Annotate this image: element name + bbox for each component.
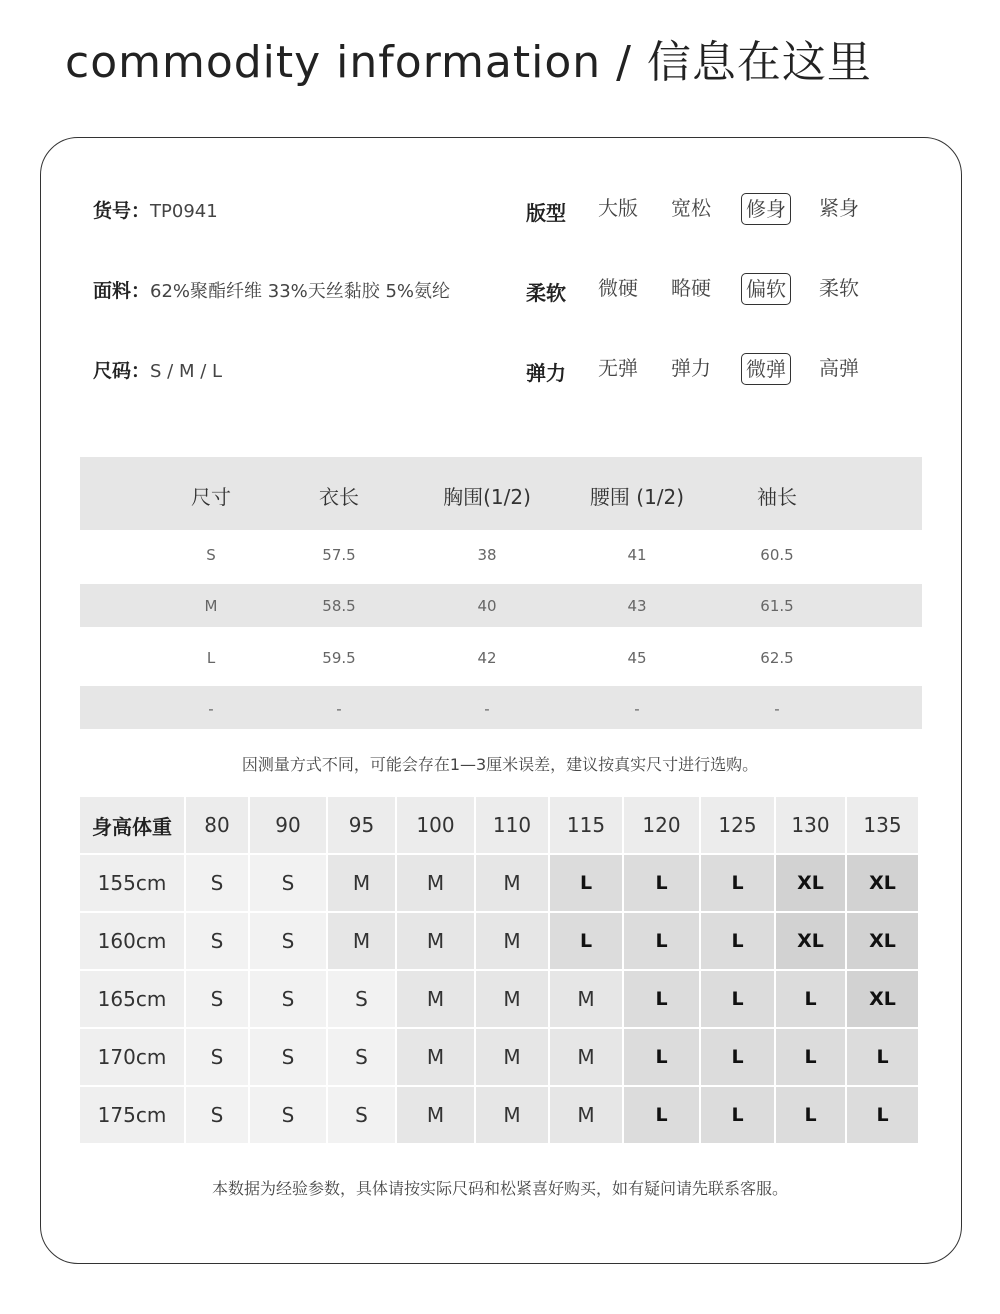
size-cell: 61.5 (760, 597, 794, 615)
recommended-size-cell: L (847, 1029, 918, 1085)
size-cell: 60.5 (760, 546, 794, 564)
fit-table-header (80, 797, 918, 853)
recommended-size-cell: S (186, 1087, 248, 1143)
weight-cell: 90 (250, 797, 326, 853)
attr-option: 柔软 (819, 276, 859, 300)
recommended-size-cell: S (328, 971, 395, 1027)
size-cell: 41 (627, 546, 647, 564)
height-cell: 175cm (80, 1087, 184, 1143)
attr-option: 高弹 (819, 356, 859, 380)
attr-option-selected: 微弹 (741, 353, 791, 385)
recommended-size-cell: S (328, 1087, 395, 1143)
recommended-size-cell: S (186, 971, 248, 1027)
size-cell: - (208, 700, 214, 718)
height-cell: 170cm (80, 1029, 184, 1085)
weight-cell: 110 (476, 797, 548, 853)
recommended-size-cell: L (550, 913, 622, 969)
recommended-size-cell: XL (847, 971, 918, 1027)
attr-option-selected: 偏软 (741, 273, 791, 305)
size-cell: S (206, 546, 216, 564)
recommended-size-cell: S (250, 971, 326, 1027)
size-header-cell: 尺寸 (191, 485, 231, 509)
recommended-size-cell: S (328, 1029, 395, 1085)
size-cell: 45 (627, 649, 647, 667)
recommended-size-cell: XL (847, 913, 918, 969)
fabric-row (93, 276, 450, 303)
fit-table-row (80, 1029, 918, 1085)
recommended-size-cell: S (186, 1029, 248, 1085)
size-cell: - (336, 700, 342, 718)
recommended-size-cell: S (250, 1087, 326, 1143)
weight-cell: 115 (550, 797, 622, 853)
recommended-size-cell: M (328, 855, 395, 911)
attr-option: 大版 (598, 196, 638, 220)
recommended-size-cell: L (550, 855, 622, 911)
weight-cell: 95 (328, 797, 395, 853)
recommended-size-cell: L (701, 913, 774, 969)
size-header-cell: 袖长 (757, 485, 797, 509)
attr-name: 版型 (526, 201, 566, 225)
page-title: commodity information / 信息在这里 (65, 37, 872, 88)
recommended-size-cell: XL (847, 855, 918, 911)
size-grid (80, 457, 922, 729)
size-header-cell: 衣长 (319, 485, 359, 509)
size-row (93, 356, 222, 383)
recommended-size-cell: M (476, 855, 548, 911)
size-cell: 43 (627, 597, 647, 615)
size-cell: M (204, 597, 218, 615)
recommended-size-cell: L (776, 1029, 845, 1085)
recommended-size-cell: M (550, 1087, 622, 1143)
weight-cell: 135 (847, 797, 918, 853)
recommended-size-cell: M (397, 855, 474, 911)
size-header-cell: 胸围(1/2) (443, 485, 531, 509)
height-cell: 165cm (80, 971, 184, 1027)
recommended-size-cell: L (624, 1087, 699, 1143)
recommended-size-cell: S (250, 1029, 326, 1085)
weight-cell: 120 (624, 797, 699, 853)
recommended-size-cell: L (624, 855, 699, 911)
item-number-label: 货号： (93, 200, 151, 222)
fit-note: 本数据为经验参数，具体请按实际尺码和松紧喜好购买，如有疑问请先联系客服。 (211, 1179, 788, 1198)
recommended-size-cell: L (701, 971, 774, 1027)
attr-option: 弹力 (671, 356, 711, 380)
fabric-value: 62%聚酯纤维 33%天丝黏胶 5%氨纶 (150, 281, 451, 302)
recommended-size-cell: L (624, 1029, 699, 1085)
weight-cell: 80 (186, 797, 248, 853)
fit-table-row (80, 1087, 918, 1143)
recommended-size-cell: M (397, 971, 474, 1027)
fit-table-row (80, 855, 918, 911)
recommended-size-cell: L (776, 1087, 845, 1143)
item-number-value: TP0941 (150, 201, 218, 222)
weight-cell: 130 (776, 797, 845, 853)
size-value: S / M / L (150, 361, 223, 382)
size-cell: - (774, 700, 780, 718)
recommended-size-cell: L (701, 855, 774, 911)
recommended-size-cell: S (250, 855, 326, 911)
recommended-size-cell: L (624, 971, 699, 1027)
attr-name: 柔软 (526, 281, 566, 305)
weight-cell: 125 (701, 797, 774, 853)
fit-table (78, 795, 920, 1145)
attr-option: 紧身 (819, 196, 859, 220)
recommended-size-cell: XL (776, 855, 845, 911)
size-cell: - (484, 700, 490, 718)
fit-corner-cell: 身高体重 (80, 797, 184, 853)
measurement-note: 因测量方式不同，可能会存在1—3厘米误差，建议按真实尺寸进行选购。 (241, 755, 759, 774)
weight-cell: 100 (397, 797, 474, 853)
fabric-label: 面料： (93, 280, 151, 302)
size-cell: L (206, 649, 216, 667)
recommended-size-cell: M (550, 971, 622, 1027)
recommended-size-cell: M (476, 1029, 548, 1085)
recommended-size-cell: M (476, 913, 548, 969)
fit-table-row (80, 971, 918, 1027)
recommended-size-cell: M (328, 913, 395, 969)
fit-table-row (80, 913, 918, 969)
size-cell: - (634, 700, 640, 718)
recommended-size-cell: S (186, 913, 248, 969)
recommended-size-cell: S (250, 913, 326, 969)
recommended-size-cell: L (701, 1029, 774, 1085)
recommended-size-cell: M (550, 1029, 622, 1085)
attr-option: 微硬 (598, 276, 638, 300)
height-cell: 155cm (80, 855, 184, 911)
attr-option: 无弹 (598, 356, 638, 380)
recommended-size-cell: L (624, 913, 699, 969)
size-cell: 59.5 (322, 649, 356, 667)
height-cell: 160cm (80, 913, 184, 969)
recommended-size-cell: S (186, 855, 248, 911)
recommended-size-cell: L (776, 971, 845, 1027)
recommended-size-cell: M (397, 1029, 474, 1085)
size-cell: 42 (477, 649, 497, 667)
size-label: 尺码： (93, 360, 151, 382)
recommended-size-cell: M (397, 1087, 474, 1143)
recommended-size-cell: M (476, 971, 548, 1027)
size-cell: 58.5 (322, 597, 356, 615)
size-cell: 62.5 (760, 649, 794, 667)
recommended-size-cell: M (397, 913, 474, 969)
attr-name: 弹力 (526, 361, 566, 385)
size-cell: 38 (477, 546, 497, 564)
recommended-size-cell: L (701, 1087, 774, 1143)
attr-option: 宽松 (671, 196, 711, 220)
recommended-size-cell: XL (776, 913, 845, 969)
size-cell: 40 (477, 597, 497, 615)
size-header-cell: 腰围 (1/2) (589, 485, 685, 509)
item-number-row (93, 196, 218, 223)
recommended-size-cell: L (847, 1087, 918, 1143)
size-cell: 57.5 (322, 546, 356, 564)
attr-option-selected: 修身 (741, 193, 791, 225)
attr-option: 略硬 (671, 276, 711, 300)
recommended-size-cell: M (476, 1087, 548, 1143)
